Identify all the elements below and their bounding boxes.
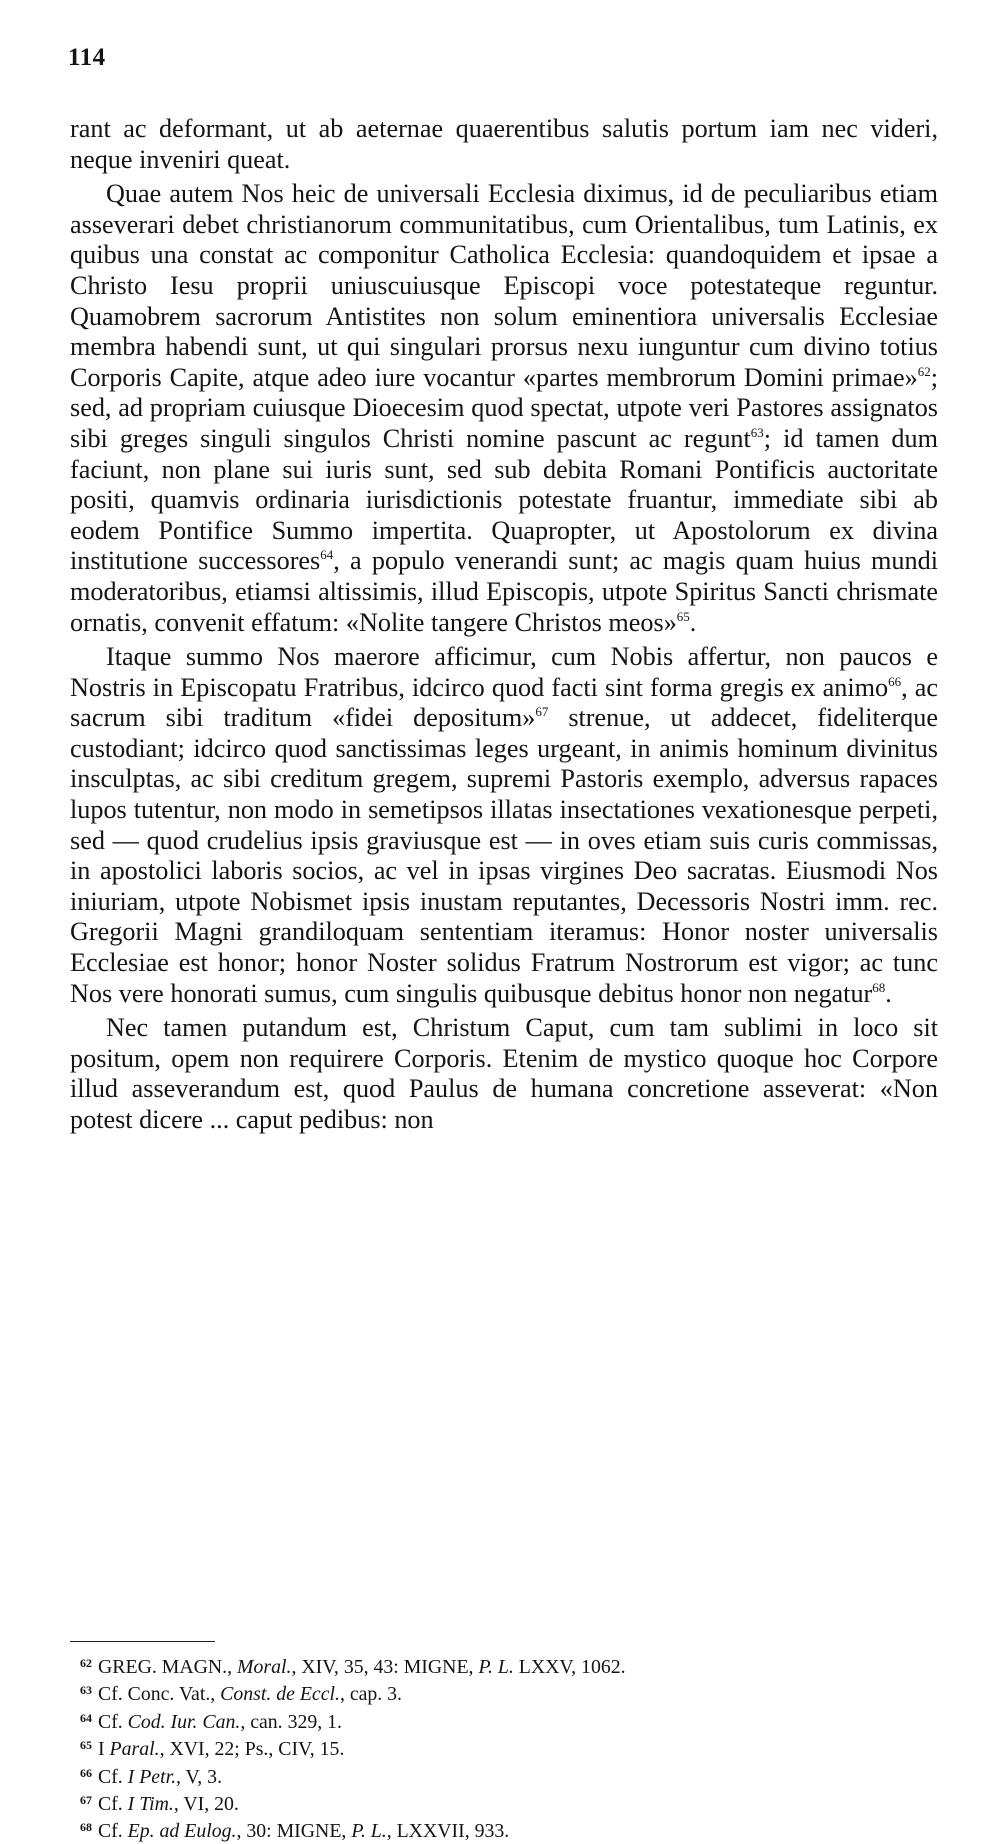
footnote-ref: 66	[888, 673, 902, 689]
footnote	[80, 1652, 920, 1679]
italic-text: P. L.	[478, 1656, 514, 1678]
text-run: , XVI, 22; Ps., CIV, 15.	[159, 1738, 345, 1761]
italic-text: Moral.	[237, 1656, 292, 1678]
footnote-number: 66	[80, 1765, 92, 1780]
footnote-number: 62	[80, 1656, 92, 1670]
footnote-number: 64	[80, 1710, 92, 1725]
italic-text: Const. de Eccl.	[220, 1683, 340, 1706]
text-run: I	[98, 1738, 110, 1761]
text-run: ; sed, ad propriam cuiusque Dioecesim quod spectat, utpote veri Pastores assignatos sibi greges singuli singulos Christi nomine pascunt ac regunt	[70, 362, 938, 453]
text-run: , 30: MIGNE,	[236, 1820, 352, 1843]
italic-text: I Tim.	[127, 1793, 174, 1816]
footnote-number: 68	[80, 1820, 92, 1835]
italic-text: I Petr.	[127, 1765, 177, 1788]
text-run: , cap. 3.	[339, 1683, 403, 1706]
footnote-separator	[70, 1641, 215, 1642]
main-text	[70, 114, 938, 1140]
text-run: Nec tamen putandum est, Christum Caput, cum tam sublimi in loco sit positum, opem non requirere Corporis. Etenim de mystico quoque hoc Corpore illud asseverandum est, quod Paulus de humana concretione asseverat: «Non potest dicere ... caput pedibus: non	[70, 1013, 938, 1134]
footnote-ref: 67	[535, 704, 549, 720]
text-run: .	[689, 607, 697, 637]
text-run: rant ac deformant, ut ab aeternae quaerentibus salutis portum iam nec videri, neque inveniri queat.	[70, 114, 938, 174]
text-run: , LXXVII, 933.	[386, 1820, 510, 1843]
text-run: Itaque summo Nos maerore afficimur, cum Nobis affertur, non paucos e Nostris in Episcopatu Fratribus, idcirco quod facti sint forma gregis ex animo	[70, 642, 938, 702]
text-run: Cf. Conc. Vat.,	[98, 1683, 221, 1706]
text-run: , can. 329, 1.	[240, 1710, 342, 1733]
footnote	[80, 1734, 920, 1761]
text-run: Cf.	[98, 1765, 128, 1788]
text-run: strenue, ut addecet, fideliterque custodiant; idcirco quod sanctissimas leges urgeant, in animis hominum divinitus insculptas, ac sibi creditum gregem, supremi Pastoris exemplo, adversus rapaces lupos tutentur, non modo in semetipsos illatas insectationes vexationesque perpeti, sed — quod crudelius ipsis graviusque est — in oves etiam suis curis commissas, in apostolici laboris socios, ac vel in ipsas virgines Deo sacratas. Eiusmodi Nos iniuriam, utpote Nobismet ipsis inustam reputantes, Decessoris Nostri imm. rec. Gregorii Magni grandiloquam sententiam iteramus: Honor noster universalis Ecclesiae est honor; honor Noster solidus Fratrum Nostrorum est vigor; ac tunc Nos vere honorati sumus, cum singulis quibusque debitus honor non negatur	[70, 703, 938, 1008]
text-run: , V, 3.	[176, 1765, 223, 1788]
footnote-number: 67	[80, 1793, 92, 1808]
paragraph	[70, 1013, 938, 1135]
text-run: Cf.	[98, 1820, 128, 1843]
text-run: , a populo venerandi sunt; ac magis quam huius mundi moderatoribus, etiamsi altissimis, illud Episcopis, utpote Spiritus Sancti chrismate ornatis, convenit effatum: «Nolite tangere Christos meos»	[70, 546, 938, 637]
italic-text: Cod. Iur. Can.	[127, 1710, 241, 1733]
footnote	[80, 1762, 920, 1789]
paragraph	[70, 642, 938, 1009]
text-run: ; id tamen dum faciunt, non plane sui iuris sunt, sed sub debita Romani Pontificis auctoritate positi, quamvis ordinaria iurisdictionis potestate fruantur, immediate sibi ab eodem Pontifice Summo impertita. Quapropter, ut Apostolorum ex divina institutione successores	[70, 423, 938, 576]
footnote	[80, 1707, 920, 1734]
text-run: Cf.	[98, 1793, 128, 1816]
text-run: Cf.	[98, 1710, 128, 1733]
footnotes	[80, 1652, 920, 1844]
footnote-ref: 64	[320, 547, 334, 563]
footnote-ref: 63	[750, 424, 764, 440]
italic-text: Paral.	[109, 1738, 160, 1761]
text-run: Quae autem Nos heic de universali Ecclesia diximus, id de peculiaribus etiam asseverari debet christianorum communitatibus, cum Orientalibus, tum Latinis, ex quibus una constat ac componitur Catholica Ecclesia: quandoquidem et ipsae a Christo Iesu proprii uniuscuiusque Episcopi voce potestateque reguntur. Quamobrem sacrorum Antistites non solum eminentiora universalis Ecclesiae membra habendi sunt, ut qui singulari prorsus nexu iunguntur cum divino totius Corporis Capite, atque adeo iure vocantur «partes membrorum Domini primae»	[70, 179, 938, 392]
footnote-ref: 68	[872, 979, 886, 995]
text-run: .	[885, 978, 892, 1008]
footnote-number: 63	[80, 1683, 92, 1698]
paragraph	[70, 114, 938, 175]
text-run: , ac sacrum sibi traditum «fidei depositum»	[70, 672, 939, 733]
footnote-ref: 65	[676, 608, 690, 624]
page-number: 114	[68, 44, 106, 71]
paragraph	[70, 179, 938, 638]
italic-text: P. L.	[351, 1820, 387, 1843]
text-run: , XIV, 35, 43: MIGNE,	[291, 1656, 479, 1678]
text-run: LXXV, 1062.	[513, 1656, 626, 1678]
text-run: , VI, 20.	[173, 1793, 239, 1816]
footnote	[80, 1789, 920, 1816]
footnote	[80, 1816, 920, 1843]
footnote	[80, 1679, 920, 1706]
footnote-ref: 62	[917, 363, 931, 379]
footnote-number: 65	[80, 1738, 92, 1753]
italic-text: Ep. ad Eulog.	[127, 1820, 237, 1843]
text-run: GREG. MAGN.,	[98, 1656, 238, 1678]
